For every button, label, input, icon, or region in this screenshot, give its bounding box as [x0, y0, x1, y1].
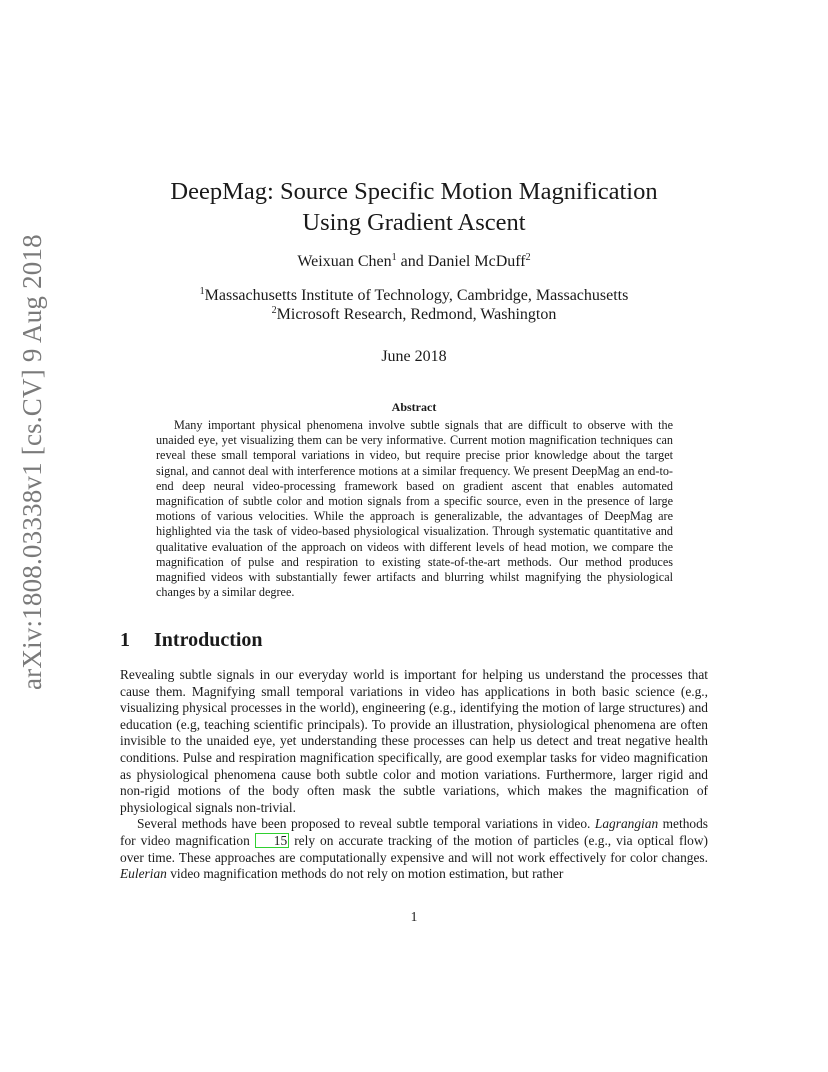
affiliation-mark: 1 [391, 252, 397, 263]
author-name: Weixuan Chen [297, 253, 392, 270]
affiliation-text: Microsoft Research, Redmond, Washington [276, 306, 557, 323]
paragraph: Revealing subtle signals in our everyday world is important for helping us understand the processes that cause them. Magnifying small temporal variations in video has applications in both basic science (e.g., visualizing physical processes in the world), engineering (e.g., identifying the motion of large structures) and education (e.g, teaching scientific principals). To provide an illustration, physiological phenomena are often invisible to the unaided eye, yet understanding these processes can help us detect and treat negative health conditions. Pulse and respiration magnification specifically, are good exemplar tasks for video magnification as physiological phenomena cause both subtle color and motion variations. Furthermore, larger rigid and non-rigid motions of the body often mask the subtle variations, which makes the magnification of physiological signals non-trivial. [120, 667, 708, 815]
affiliation-text: Massachusetts Institute of Technology, Cambridge, Massachusetts [204, 287, 629, 304]
section-heading [120, 629, 263, 652]
emphasis: Eulerian [120, 866, 167, 882]
affiliation-mark: 2 [525, 252, 531, 263]
citation-link[interactable]: 15 [255, 833, 289, 848]
author-list [0, 252, 828, 272]
title-line-2: Using Gradient Ascent [302, 209, 526, 236]
section-number: 1 [120, 629, 130, 651]
paragraph [120, 816, 708, 882]
affiliation-mark: 1 [199, 286, 205, 297]
author-conjunction: and [396, 253, 428, 270]
section-title: Introduction [154, 629, 263, 651]
text-run: rely on accurate tracking of the motion of particles (e.g., via optical flow) over time. These approaches are computationally expensive and will not work effectively for color changes. [120, 832, 708, 865]
title-line-1: DeepMag: Source Specific Motion Magnification [170, 178, 658, 205]
page-number: 1 [410, 909, 418, 924]
text-run: methods for video magnification [120, 816, 708, 848]
text-run: Several methods have been proposed to reveal subtle temporal variations in video. [137, 816, 595, 832]
paper-title [0, 176, 828, 238]
publication-date: June 2018 [381, 348, 447, 365]
abstract-body: Many important physical phenomena involve subtle signals that are difficult to observe with the unaided eye, yet visualizing them can be very informative. Current motion magnification techniques can reveal these small temporal variations in video, but require precise prior knowledge about the target signal, and cannot deal with interference motions at a similar frequency. We present DeepMag an end-to-end deep neural video-processing framework based on gradient ascent that enables automated magnification of subtle color and motion signals from a specific source, even in the presence of large motions of various velocities. While the approach is generalizable, the advantages of DeepMag are highlighted via the task of video-based physiological visualization. Through systematic quantitative and qualitative evaluation of the approach on videos with different levels of head motion, we compare the magnification of pulse and respiration to existing state-of-the-art methods. Our method produces magnified videos with substantially fewer artifacts and blurring whilst magnifying the physiological changes by a similar degree. [156, 418, 673, 600]
affiliations [0, 286, 828, 324]
author-name: Daniel McDuff [427, 253, 526, 270]
affiliation [0, 286, 828, 305]
abstract-heading: Abstract [391, 400, 437, 414]
emphasis: Lagrangian [594, 816, 659, 832]
affiliation-mark: 2 [271, 305, 277, 316]
arxiv-margin-stamp: arXiv:1808.03338v1 [cs.CV] 9 Aug 2018 [17, 234, 47, 690]
introduction-body [120, 667, 708, 883]
text-run: video magnification methods do not rely on motion estimation, but rather [166, 866, 564, 882]
affiliation [0, 305, 828, 324]
